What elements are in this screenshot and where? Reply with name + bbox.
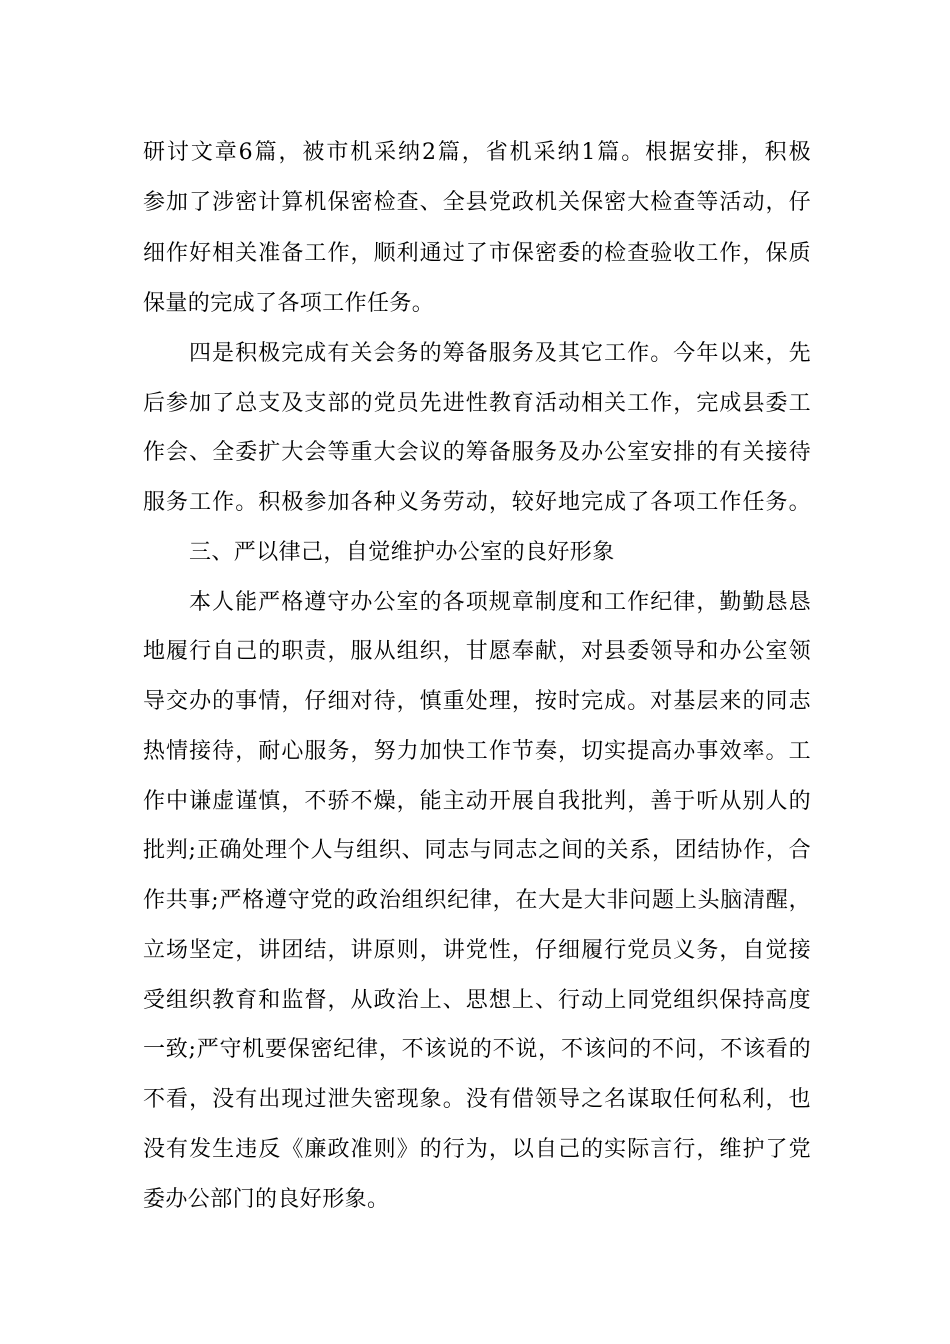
- text-line: 参加了涉密计算机保密检查、全县党政机关保密大检查等活动，仔: [143, 190, 811, 215]
- text-line: 作中谦虚谨慎，不骄不燥，能主动开展自我批判，善于听从别人的: [143, 789, 811, 814]
- text-line: 作会、全委扩大会等重大会议的筹备服务及办公室安排的有关接待: [143, 440, 811, 465]
- text-line: 服务工作。积极参加各种义务劳动，较好地完成了各项工作任务。: [143, 490, 811, 515]
- text-line: 热情接待，耐心服务，努力加快工作节奏，切实提高办事效率。工: [143, 739, 811, 764]
- paragraph-start-line: 本人能严格遵守办公室的各项规章制度和工作纪律，勤勤恳恳: [189, 590, 811, 615]
- text-line: 一致;严守机要保密纪律，不该说的不说，不该问的不问，不该看的: [143, 1037, 811, 1062]
- paragraph-start-line: 四是积极完成有关会务的筹备服务及其它工作。今年以来，先: [189, 341, 811, 366]
- text-line: 批判;正确处理个人与组织、同志与同志之间的关系，团结协作，合: [143, 838, 811, 863]
- text-line: 立场坚定，讲团结，讲原则，讲党性，仔细履行党员义务，自觉接: [143, 938, 811, 963]
- text-line: 受组织教育和监督，从政治上、思想上、行动上同党组织保持高度: [143, 988, 811, 1013]
- text-line: 不看，没有出现过泄失密现象。没有借领导之名谋取任何私利，也: [143, 1087, 811, 1112]
- text-line: 研讨文章6篇，被市机采纳2篇，省机采纳1篇。根据安排，积极: [143, 140, 811, 165]
- text-line: 没有发生违反《廉政准则》的行为，以自己的实际言行，维护了党: [143, 1137, 811, 1162]
- text-line: 细作好相关准备工作，顺利通过了市保密委的检查验收工作，保质: [143, 241, 811, 266]
- section-heading: 三、严以律己，自觉维护办公室的良好形象: [189, 540, 615, 565]
- text-line: 导交办的事情，仔细对待，慎重处理，按时完成。对基层来的同志: [143, 689, 811, 714]
- text-line: 委办公部门的良好形象。: [143, 1187, 390, 1212]
- text-line: 地履行自己的职责，服从组织，甘愿奉献，对县委领导和办公室领: [143, 639, 811, 664]
- text-line: 后参加了总支及支部的党员先进性教育活动相关工作，完成县委工: [143, 391, 811, 416]
- text-line: 作共事;严格遵守党的政治组织纪律，在大是大非问题上头脑清醒，: [143, 888, 811, 913]
- text-line: 保量的完成了各项工作任务。: [143, 291, 435, 316]
